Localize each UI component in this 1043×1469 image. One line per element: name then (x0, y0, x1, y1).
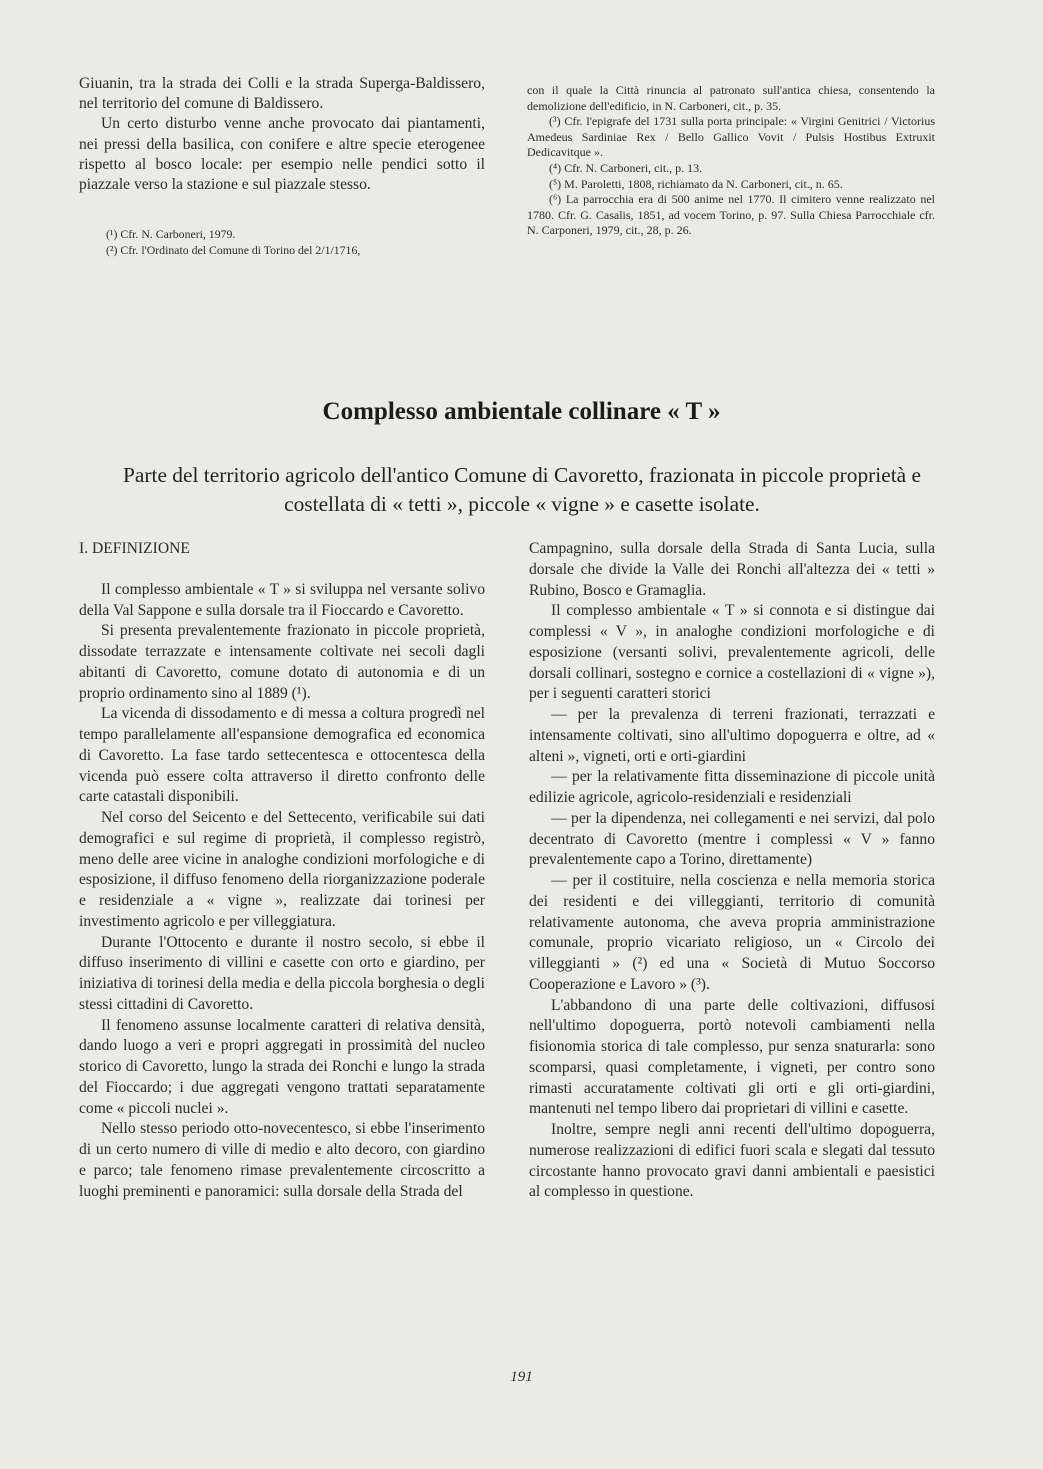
list-item: — per il costituire, nella coscienza e nella memoria storica dei residenti e dei villeggianti, territorio di comunità relativamente autonoma, che aveva propria amministrazione comunale, proprio vicariato religioso, un « Circolo dei villeggianti » (²) ed una « Società di Mutuo Soccorso Cooperazione e Lavoro » (³). (529, 872, 935, 993)
paragraph: Campagnino, sulla dorsale della Strada di Santa Lucia, sulla dorsale che divide la Valle dei Ronchi all'altezza dei « tetti » Rubino, Bosco e Gramaglia. (529, 540, 935, 599)
paragraph: Inoltre, sempre negli anni recenti dell'ultimo dopoguerra, numerose realizzazioni di edifici fuori scala e slegati dal tessuto circostante hanno provocato gravi danni ambientali e paesistici al complesso in questione. (529, 1121, 935, 1201)
footnote: (⁴) Cfr. N. Carboneri, cit., p. 13. (549, 160, 703, 175)
paragraph: L'abbandono di una parte delle coltivazioni, diffusosi nell'ultimo dopoguerra, portò notevoli cambiamenti nella fisionomia storica di tale complesso, pur senza snaturarla: sono scomparsi, quasi completamente, i vigneti, per contro sono rimasti accuratamente coltivati gli orti e gli orti-giardini, mantenuti nel tempo libero dai proprietari di villini e casette. (529, 996, 935, 1118)
paragraph: Nello stesso periodo otto-novecentesco, si ebbe l'inserimento di un certo numero di ville di medio e alto decoro, con giardino e parco; tale fenomeno rimase prevalentemente circoscritto a luoghi preminenti e panoramici: sulla dorsale della Strada del (79, 1120, 485, 1200)
paragraph: Il complesso ambientale « T » si connota e si distingue dai complessi « V », in analoghe condizioni morfologiche e di esposizione (versanti solivi, prevalentemente agricoli, delle dorsali collinari, sostegno e cornice a costellazioni di « vigne »), per i seguenti caratteri storici (529, 602, 935, 703)
left-body-column (79, 539, 485, 1202)
paragraph: Un certo disturbo venne anche provocato dai piantamenti, nei pressi della basilica, con conifere e altre specie eterogenee rispetto al bosco locale: per esempio nelle pendici sotto il piazzale verso la stazione e sul piazzale stesso. (79, 115, 485, 194)
section-heading: I. DEFINIZIONE (79, 540, 190, 557)
footnote: (⁶) La parrocchia era di 500 anime nel 1770. Il cimitero venne realizzato nel 1780. Cfr. G. Casalis, 1851, ad vocem Torino, p. 97. Sulla Chiesa Parrocchiale cfr. N. Carponeri, 1979, cit., 28, p. 26. (527, 192, 935, 238)
top-left-column (79, 74, 485, 259)
section-title: Complesso ambientale collinare « T » (322, 398, 721, 425)
paragraph: Giuanin, tra la strada dei Colli e la strada Superga-Baldissero, nel territorio del comune di Baldissero. (79, 75, 485, 113)
footnote: (³) Cfr. l'epigrafe del 1731 sulla porta principale: « Virgini Genitrici / Victorius Amedeus Sardiniae Rex / Bello Gallico Vovit / Pulsis Hostibus Extruxit Dedicavitque ». (527, 114, 935, 160)
paragraph: Il complesso ambientale « T » si sviluppa nel versante solivo della Val Sappone e sulla dorsale tra il Fioccardo e Cavoretto. (79, 580, 485, 619)
paragraph: La vicenda di dissodamento e di messa a coltura progredì nel tempo parallelamente all'espansione demografica ed economica di Cavoretto. La fase tardo settecentesca e ottocentesca della vicenda può essere colta attraverso il diretto confronto delle carte catastali disponibili. (79, 705, 485, 806)
paragraph: Nel corso del Seicento e del Settecento, verificabile sui dati demografici e sul regime di proprietà, il complesso registrò, meno delle aree vicine in analoghe condizioni morfologiche e di esposizione, il diffuso fenomeno della riorganizzazione poderale e residenziale a « vigne », realizzate dai torinesi per investimento agricolo e per villeggiatura. (79, 809, 485, 930)
paragraph: Durante l'Ottocento e durante il nostro secolo, si ebbe il diffuso inserimento di villini e casette con orto e giardino, per iniziativa di torinesi della media e della piccola borghesia o degli stessi cittadini di Cavoretto. (79, 933, 485, 1013)
right-body-column (529, 539, 935, 1203)
footnote: (⁵) M. Paroletti, 1808, richiamato da N. Carboneri, cit., n. 65. (549, 176, 843, 191)
paragraph: Il fenomeno assunse localmente caratteri di relativa densità, dando luogo a veri e propri aggregati in prossimità del nucleo storico di Cavoretto, lungo la strada dei Ronchi e lungo la strada del Fioccardo; i due aggregati vengono trattati separatamente come « piccoli nuclei ». (79, 1016, 485, 1117)
list-item: — per la prevalenza di terreni frazionati, terrazzati e intensamente coltivati, sino all'ultimo dopoguerra e oltre, ad « alteni », vigneti, orti e orti-giardini (529, 706, 935, 765)
list-item: — per la relativamente fitta disseminazione di piccole unità edilizie agricole, agricolo-residenziali e residenziali (529, 768, 935, 806)
footnote: con il quale la Città rinuncia al patronato sull'antica chiesa, consentendo la demolizione dell'edificio, in N. Carboneri, cit., p. 35. (527, 83, 935, 113)
footnote: (²) Cfr. l'Ordinato del Comune di Torino del 2/1/1716, (106, 243, 361, 258)
list-item: — per la dipendenza, nei collegamenti e nei servizi, dal polo decentrato di Cavoretto (mentre i complessi « V » fanno prevalentemente capo a Torino, direttamente) (529, 809, 935, 869)
top-right-footnotes (527, 83, 935, 239)
paragraph: Si presenta prevalentemente frazionato in piccole proprietà, dissodate terrazzate e intensamente coltivate nei secoli dagli abitanti di Cavoretto, comune dotato di autonomia e di un proprio ordinamento sino al 1889 (¹). (79, 622, 485, 702)
footnote: (¹) Cfr. N. Carboneri, 1979. (106, 227, 236, 242)
page-number: 191 (510, 1369, 533, 1385)
section-subtitle: Parte del territorio agricolo dell'antico Comune di Cavoretto, frazionata in piccole proprietà e costellata di « tetti », piccole « vigne » e casette isolate. (123, 463, 921, 516)
